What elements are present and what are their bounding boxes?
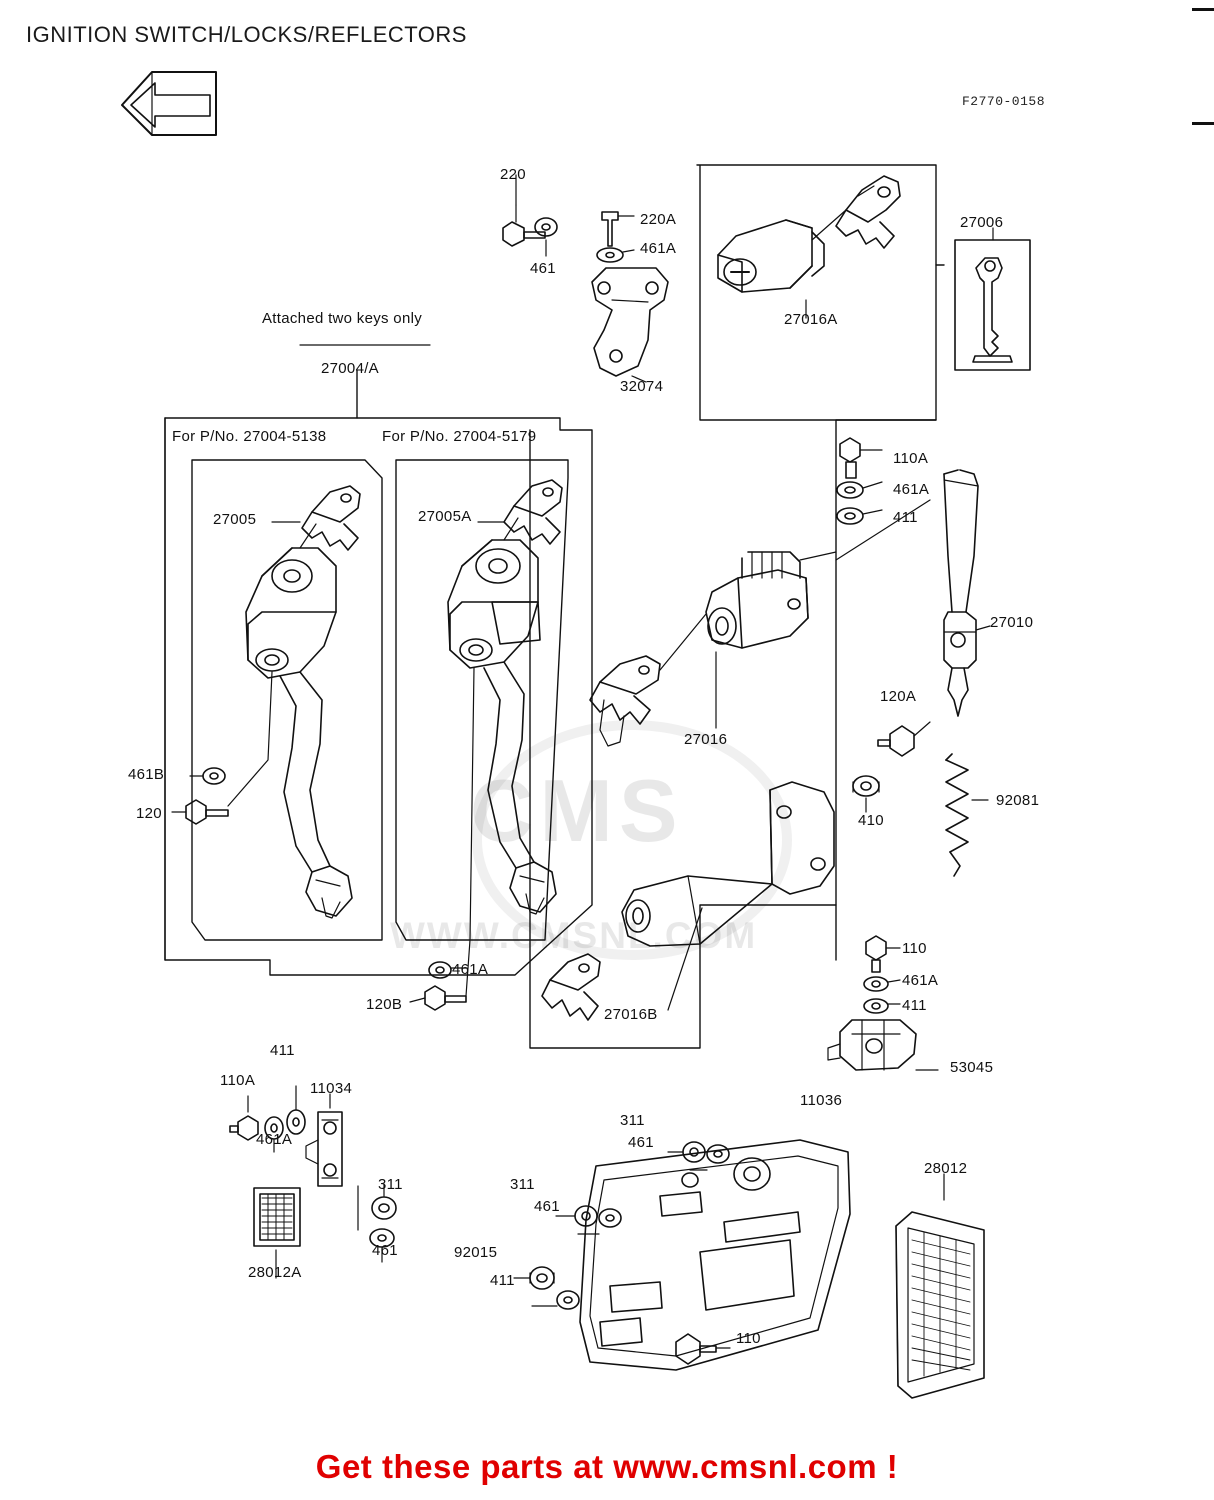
part-27016-steering-lock [706, 552, 808, 648]
callout-28012: 28012 [924, 1160, 968, 1177]
callout-120A: 120A [880, 688, 917, 705]
part-110-bolt-1 [866, 936, 886, 972]
page-title: IGNITION SWITCH/LOCKS/REFLECTORS [26, 22, 467, 47]
part-11034-clamp [306, 1112, 342, 1186]
callout-220A: 220A [640, 211, 677, 228]
part-27006-key-blank [955, 240, 1030, 370]
callout-461-3: 461 [628, 1134, 654, 1151]
callout-461B: 461B [128, 766, 165, 783]
callout-311-1: 311 [378, 1176, 403, 1193]
part-411-washer-2 [864, 999, 888, 1013]
part-120B-bolt [425, 986, 466, 1010]
callout-27005A: 27005A [418, 508, 472, 525]
callout-110-2: 110 [736, 1330, 761, 1347]
callout-311-2: 311 [620, 1112, 645, 1129]
callout-461A-4: 461A [902, 972, 939, 989]
footer-promo: Get these parts at www.cmsnl.com ! [315, 1448, 899, 1485]
part-220A-screw [602, 212, 618, 246]
callout-32074: 32074 [620, 378, 664, 395]
callout-411-2: 411 [902, 997, 927, 1014]
part-27005A-keys [504, 480, 562, 544]
part-53045-bracket [828, 1020, 916, 1070]
part-27005A-lock [448, 540, 556, 914]
callout-411-4: 411 [490, 1272, 515, 1289]
part-120A-bolt [878, 726, 914, 756]
part-27010-switch [944, 470, 978, 716]
callout-92081: 92081 [996, 792, 1040, 809]
figure-code: F2770-0158 [962, 94, 1046, 109]
callout-311-3: 311 [510, 1176, 535, 1193]
callout-461A-5: 461A [256, 1131, 293, 1148]
part-28012A-reflector [254, 1188, 300, 1246]
callout-461: 461 [530, 260, 556, 277]
part-27005-lock [246, 548, 352, 918]
callout-461A-3: 461A [452, 961, 489, 978]
part-461A-washer-1 [597, 248, 623, 262]
part-27016A-ignition-switch [718, 220, 824, 292]
callout-11036: 11036 [800, 1092, 843, 1109]
part-110A-bolt-1 [840, 438, 860, 478]
part-461-washer-3 [707, 1145, 729, 1163]
callout-461-4: 461 [534, 1198, 560, 1215]
part-110A-bolt-2 [230, 1116, 258, 1140]
part-92015-nut [530, 1267, 554, 1289]
callout-92015: 92015 [454, 1244, 498, 1261]
callout-461A-1: 461A [640, 240, 677, 257]
part-28012-reflector [896, 1212, 984, 1398]
part-92081-spring [946, 754, 968, 876]
part-110-bolt-2 [676, 1334, 716, 1364]
part-461-washer [535, 218, 557, 236]
part-27016-keys [590, 656, 660, 746]
callout-411-3: 411 [270, 1042, 295, 1059]
part-27016B-key [542, 954, 600, 1020]
callout-28012A: 28012A [248, 1264, 302, 1281]
callout-27004A: 27004/A [321, 360, 379, 377]
callout-461-2: 461 [372, 1242, 398, 1259]
part-461B-washer [203, 768, 225, 784]
callout-53045: 53045 [950, 1059, 994, 1076]
part-27005-keys [302, 486, 360, 550]
callout-27005: 27005 [213, 511, 257, 528]
part-461A-washer-2 [837, 482, 863, 498]
part-411-washer-1 [837, 508, 863, 524]
callout-110A-1: 110A [893, 450, 929, 467]
part-11036-bracket [580, 1140, 850, 1370]
callout-27016: 27016 [684, 731, 728, 748]
callout-120B: 120B [366, 996, 403, 1013]
part-461-washer-4 [599, 1209, 621, 1227]
callout-411-1: 411 [893, 509, 918, 526]
callout-27016A: 27016A [784, 311, 838, 328]
note-pno-5138: For P/No. 27004-5138 [172, 428, 327, 445]
callout-110-1: 110 [902, 940, 927, 957]
callout-27016B: 27016B [604, 1006, 658, 1023]
callout-27010: 27010 [990, 614, 1034, 631]
watermark-url: WWW.CMSNL.COM [390, 915, 758, 956]
callout-410: 410 [858, 812, 884, 829]
part-27016A-keys [836, 176, 900, 248]
part-461A-washer-4 [864, 977, 888, 991]
part-32074-bracket [592, 268, 668, 376]
callout-120: 120 [136, 805, 162, 822]
front-arrow-icon [122, 72, 216, 135]
part-410-nut [853, 776, 879, 796]
part-311-nut-1 [372, 1197, 396, 1219]
note-two-keys: Attached two keys only [262, 310, 423, 327]
callout-11034: 11034 [310, 1080, 353, 1097]
part-411-washer-4 [557, 1291, 579, 1309]
callout-461A-2: 461A [893, 481, 930, 498]
callout-27006: 27006 [960, 214, 1004, 231]
part-27016B-lock-barrel [622, 782, 834, 946]
callout-110A-2: 110A [220, 1072, 256, 1089]
note-pno-5179: For P/No. 27004-5179 [382, 428, 537, 445]
callout-220: 220 [500, 166, 526, 183]
watermark-logo: CMS [470, 761, 684, 860]
